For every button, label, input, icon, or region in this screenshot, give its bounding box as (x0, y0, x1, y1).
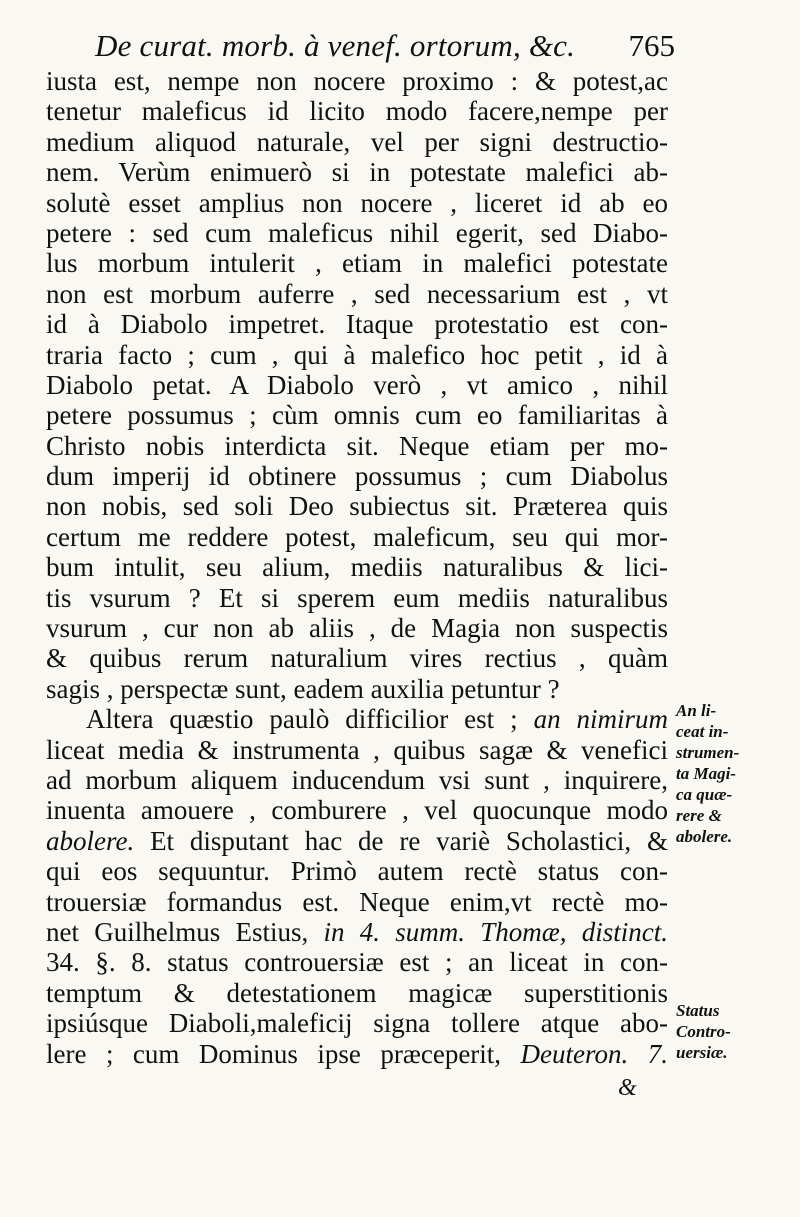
margin-note-line: rere & (676, 806, 722, 825)
margin-note-line: Status (676, 1001, 720, 1020)
text-line: dum imperij id obtinere possumus ; cum Diabolus (46, 461, 668, 492)
text-line: id à Diabolo impetret. Itaque protestatio est con- (46, 309, 668, 340)
text-line: traria facto ; cum , qui à malefico hoc petit , id à (46, 339, 668, 370)
text-italic: abolere. (46, 825, 135, 856)
margin-note-line: ca quæ- (676, 785, 733, 804)
text-line: petere possumus ; cùm omnis cum eo familiaritas à (46, 400, 668, 431)
text-line: bum intulit, seu alium, mediis naturalibus & lici- (46, 552, 668, 583)
page-number: 765 (628, 28, 675, 63)
text-line: non nobis, sed soli Deo subiectus sit. Præterea quis (46, 491, 668, 522)
text-line: petere : sed cum maleficus nihil egerit, sed Diabo- (46, 217, 668, 248)
text-line: tenetur maleficus id licito modo facere,nempe per (46, 96, 668, 127)
text-roman: net Guilhelmus Estius, (46, 916, 324, 947)
text-line: qui eos sequuntur. Primò autem rectè status con- (46, 856, 668, 887)
text-line: temptum & detestationem magicæ superstitionis (46, 977, 668, 1008)
main-text (46, 66, 668, 1069)
text-line: non est morbum auferre , sed necessarium est , vt (46, 278, 668, 309)
text-line (46, 826, 668, 856)
text-line: tis vsurum ? Et si sperem eum mediis naturalibus (46, 582, 668, 613)
text-line: iusta est, nempe non nocere proximo : & potest,ac (46, 66, 668, 96)
text-line: nem. Verùm enimuerò si in potestate malefici ab- (46, 157, 668, 188)
text-line: sagis , perspectæ sunt, eadem auxilia petuntur ? (46, 673, 560, 704)
catchword: & (618, 1075, 637, 1101)
text-roman: lere ; cum Dominus ipse præceperit, (46, 1038, 521, 1069)
margin-note-line: An li- (676, 701, 717, 720)
text-line: lus morbum intulerit , etiam in malefici potestate (46, 248, 668, 279)
text-line: 34. §. 8. status controuersiæ est ; an liceat in con- (46, 947, 668, 978)
text-line (46, 917, 668, 947)
text-line: trouersiæ formandus est. Neque enim,vt rectè mo- (46, 886, 668, 917)
text-line (46, 704, 668, 734)
margin-note-line: uersiæ. (676, 1043, 728, 1062)
margin-note-line: strumen- (676, 743, 740, 762)
text-line: Christo nobis interdicta sit. Neque etiam per mo- (46, 430, 668, 461)
text-line: vsurum , cur non ab aliis , de Magia non suspectis (46, 613, 668, 644)
text-line: inuenta amouere , comburere , vel quocunque modo (46, 795, 668, 826)
text-line: liceat media & instrumenta , quibus sagæ & venefici (46, 734, 668, 765)
text-line: ipsiúsque Diaboli,maleficij signa tollere atque abo- (46, 1008, 668, 1039)
text-line: solutè esset amplius non nocere , liceret id ab eo (46, 187, 668, 218)
margin-note-line: abolere. (676, 827, 733, 846)
margin-note-status (676, 1000, 731, 1063)
text-line: certum me reddere potest, maleficum, seu qui mor- (46, 521, 668, 552)
text-line: ad morbum aliquem inducendum vsi sunt , inquirere, (46, 764, 668, 795)
text-line: Diabolo petat. A Diabolo verò , vt amico , nihil (46, 369, 668, 400)
margin-note-question (676, 700, 739, 847)
margin-note-line: ta Magi- (676, 764, 736, 783)
running-title: De curat. morb. à venef. ortorum, &c. (95, 28, 576, 63)
text-italic: an nimirum (533, 704, 668, 735)
text-line (46, 1039, 668, 1069)
text-line: medium aliquod naturale, vel per signi destructio- (46, 126, 668, 157)
text-roman: Altera quæstio paulò difficilior est ; (86, 704, 534, 735)
text-italic: Deuteron. 7. (520, 1038, 668, 1069)
margin-note-line: ceat in- (676, 722, 729, 741)
margin-note-line: Contro- (676, 1022, 731, 1041)
text-italic: in 4. summ. Thomæ, distinct. (323, 916, 668, 947)
text-roman: Et disputant hac de re variè Scholastici, & (134, 825, 668, 856)
page-header (95, 28, 675, 68)
text-line: & quibus rerum naturalium vires rectius , quàm (46, 643, 668, 674)
